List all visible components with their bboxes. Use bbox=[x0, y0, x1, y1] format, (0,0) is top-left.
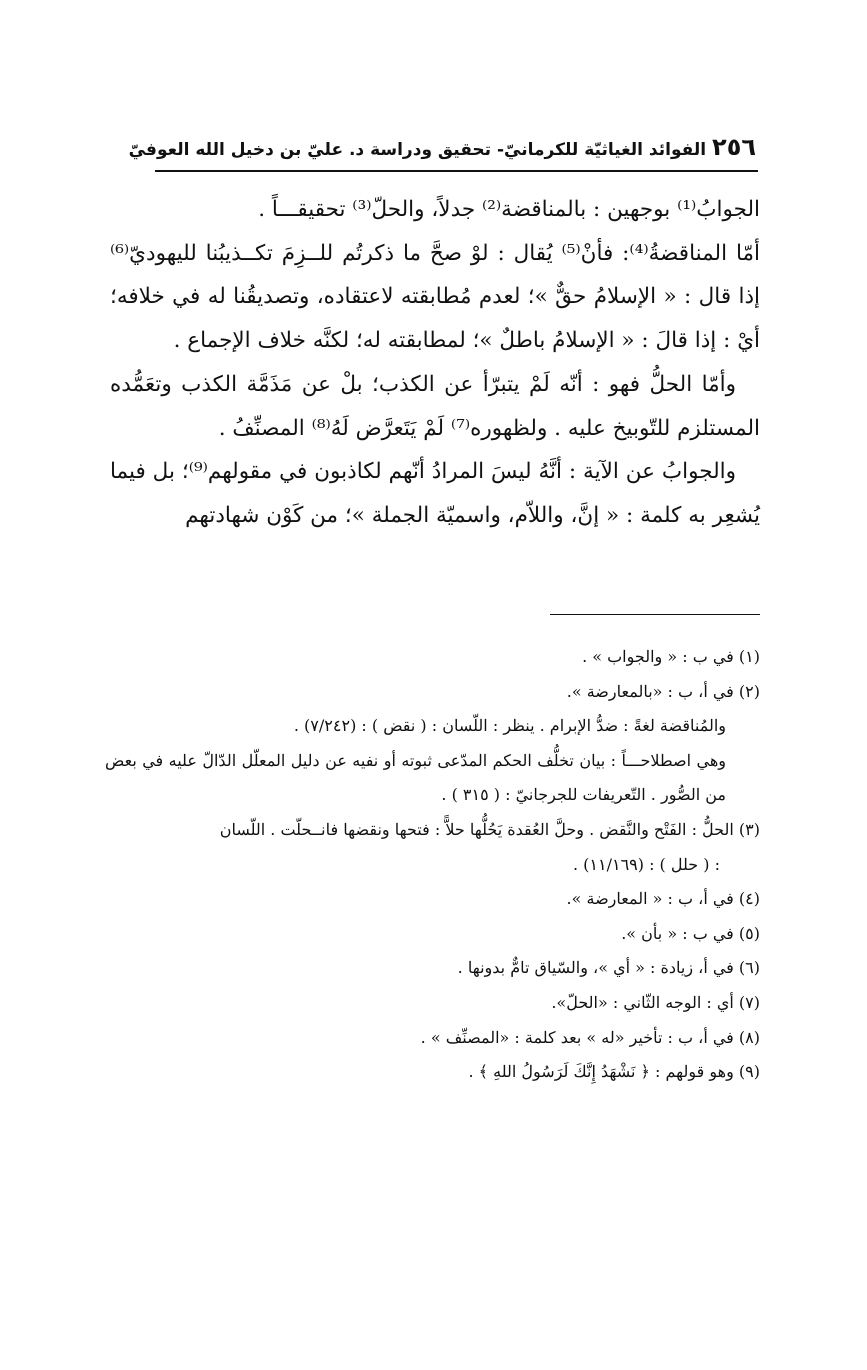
paragraph: وأمّا الحلُّ فهو : أنّه لَمْ يتبرّأ عن الكذب؛ بلْ عن مَذَمَّة الكذب وتعَمُّده المستلزم للتّوبيخ عليه . ولظهوره⁽⁷⁾ لَمْ يَتَعرَّض لَهُ⁽⁸⁾ المصنِّفُ . bbox=[110, 371, 760, 441]
footnote: (٨) في أ، ب : تأخير «له » بعد كلمة : «المصنِّف » . bbox=[420, 1027, 760, 1047]
running-header bbox=[128, 133, 756, 161]
footnote-separator bbox=[550, 614, 760, 615]
footnote: (٥) في ب : « بأن ». bbox=[621, 923, 760, 943]
main-text bbox=[110, 188, 760, 538]
paragraph: والجوابُ عن الآية : أنَّهُ ليسَ المرادُ أنّهم لكاذبون في مقولهم⁽⁹⁾؛ بل فيما يُشعِر به كلمة : « إنَّ، واللاّم، واسميّة الجملة »؛ من كَوْن شهادتهم bbox=[110, 459, 760, 528]
footnotes bbox=[105, 640, 760, 1090]
paragraph: أمّا المناقضةُ⁽⁴⁾: فأنْ⁽⁵⁾ يُقال : لوْ صحَّ ما ذكرتُم للــزِمَ تكــذيبُنا لليهوديّ⁽⁶⁾ إذا قال : « الإسلامُ حقٌّ »؛ لعدم مُطابقته لاعتقاده، وتصديقُنا له في خلافه؛ أيْ : إذا قالَ : « الإسلامُ باطلٌ »؛ لمطابقته له؛ لكنَّه خلاف الإجماع . bbox=[110, 240, 760, 354]
footnote: (٩) وهو قولهم : ﴿ نَشْهَدُ إِنَّكَ لَرَسُولُ اللهِ ﴾ . bbox=[468, 1062, 760, 1082]
footnote-continuation: وهي اصطلاحـــاً : بيان تخلُّف الحكم المدّعى ثبوته أو نفيه عن دليل المعلّل الدّالّ عليه في بعض من الصُّور . التّعريفات للجرجانيّ : ( ٣١٥ ) . bbox=[105, 750, 726, 805]
page-number: ٢٥٦ bbox=[712, 133, 756, 161]
footnote: (٤) في أ، ب : « المعارضة ». bbox=[566, 889, 760, 909]
header-divider bbox=[155, 170, 758, 172]
footnote: (٧) أي : الوجه الثّاني : «الحلّ». bbox=[551, 992, 760, 1012]
footnote: (١) في ب : « والجواب » . bbox=[582, 647, 760, 666]
footnote: (٦) في أ، زيادة : « أي »، والسّياق تامٌّ بدونها . bbox=[457, 958, 760, 978]
footnote-continuation: : ( حلل ) : (١١/١٦٩) . bbox=[572, 854, 720, 874]
paragraph: الجوابُ⁽¹⁾ بوجهين : بالمناقضة⁽²⁾ جدلاً، والحلّ⁽³⁾ تحقيقـــاً . bbox=[258, 197, 760, 222]
footnote: (٣) الحلُّ : الفَتْح والنَّقض . وحلَّ العُقدة يَحُلُّها حلاًّ : فتحها ونقضها فانــحلّت . اللّسان bbox=[219, 819, 760, 839]
book-title: الفوائد الغياثيّة للكرمانيّ- تحقيق ودراسة د. عليّ بن دخيل الله العوفيّ bbox=[128, 140, 707, 160]
footnote: (٢) في أ، ب : «بالمعارضة ». bbox=[566, 681, 760, 701]
footnote-continuation: والمُناقضة لغةً : ضدُّ الإبرام . ينظر : اللّسان : ( نقض ) : (٧/٢٤٢) . bbox=[293, 716, 726, 736]
